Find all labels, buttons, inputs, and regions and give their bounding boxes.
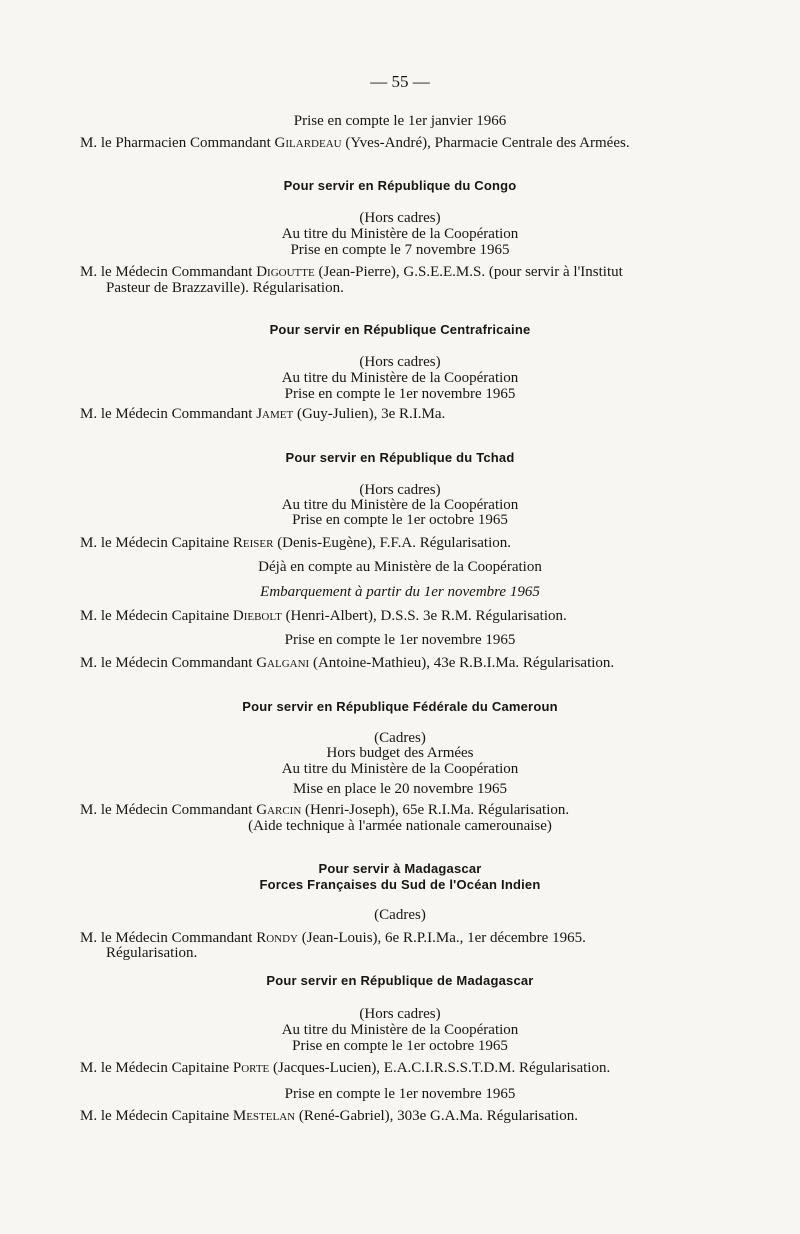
entry-details: (Jean-Louis), 6e R.P.I.Ma., 1er décembre 1965. [298, 930, 586, 946]
section-heading-cameroun: Pour servir en République Fédérale du Cameroun [242, 699, 558, 714]
entry-details: (Yves-André), Pharmacie Centrale des Armées. [341, 135, 630, 151]
entry-surname: Galgani [256, 655, 310, 671]
entry-details: (Jacques-Lucien), E.A.C.I.R.S.S.T.D.M. Régularisation. [269, 1060, 611, 1076]
section-subheading-ffsoi: Forces Françaises du Sud de l'Océan Indien [259, 877, 541, 892]
centrafrique-status: (Hors cadres) [359, 354, 441, 370]
entry-garcin-note: (Aide technique à l'armée nationale camerounaise) [248, 818, 552, 834]
tchad-date: Prise en compte le 1er octobre 1965 [292, 512, 508, 528]
centrafrique-ministry: Au titre du Ministère de la Coopération [281, 370, 519, 386]
entry-digoutte-continued: Pasteur de Brazzaville). Régularisation. [106, 280, 344, 296]
entry-details: (René-Gabriel), 303e G.A.Ma. Régularisation. [295, 1108, 578, 1124]
entry-prefix: M. le Médecin Commandant [80, 802, 257, 818]
cameroun-date: Mise en place le 20 novembre 1965 [292, 781, 508, 797]
entry-details: (Jean-Pierre), G.S.E.E.M.S. (pour servir à l'Institut [314, 264, 623, 280]
entry-reiser [80, 535, 511, 551]
entry-prefix: M. le Médecin Capitaine [80, 535, 233, 551]
centrafrique-date: Prise en compte le 1er novembre 1965 [284, 386, 516, 402]
entry-garcin [80, 802, 569, 818]
entry-porte [80, 1060, 610, 1076]
entry-digoutte [80, 264, 623, 280]
entry-details: (Denis-Eugène), F.F.A. Régularisation. [273, 535, 511, 551]
madagascar-date: Prise en compte le 1er octobre 1965 [292, 1038, 508, 1054]
page-number: — 55 — [370, 72, 430, 91]
entry-details: (Guy-Julien), 3e R.I.Ma. [293, 406, 446, 422]
entry-surname: Diebolt [232, 608, 282, 624]
section-heading-congo: Pour servir en République du Congo [283, 178, 517, 193]
tchad-status: (Hors cadres) [359, 482, 441, 498]
entry-surname: Reiser [232, 535, 274, 551]
entry-prefix: M. le Médecin Commandant [80, 406, 257, 422]
entry-surname: Jamet [256, 406, 294, 422]
entry-prefix: M. le Pharmacien Commandant [80, 135, 275, 151]
entry-prefix: M. le Médecin Commandant [80, 930, 257, 946]
entry-surname: Mestelan [232, 1108, 296, 1124]
entry-rondy [80, 930, 586, 946]
tchad-already-counted: Déjà en compte au Ministère de la Coopération [258, 559, 542, 575]
entry-diebolt [80, 608, 567, 624]
entry-surname: Porte [232, 1060, 270, 1076]
entry-prefix: M. le Médecin Capitaine [80, 608, 233, 624]
entry-rondy-continued: Régularisation. [106, 945, 198, 961]
cameroun-status: (Cadres) [374, 730, 426, 746]
entry-surname: Garcin [256, 802, 302, 818]
section-heading-madagascar: Pour servir à Madagascar [318, 861, 482, 876]
entry-galgani [80, 655, 614, 671]
tchad-date-2: Prise en compte le 1er novembre 1965 [284, 632, 516, 648]
entry-surname: Digoutte [256, 264, 315, 280]
ffsoi-status: (Cadres) [374, 907, 426, 923]
cameroun-budget: Hors budget des Armées [326, 745, 474, 761]
entry-gilardeau [80, 135, 630, 151]
congo-ministry: Au titre du Ministère de la Coopération [281, 226, 519, 242]
entry-details: (Antoine-Mathieu), 43e R.B.I.Ma. Régularisation. [309, 655, 615, 671]
entry-prefix: M. le Médecin Commandant [80, 655, 257, 671]
tchad-embarkation: Embarquement à partir du 1er novembre 1965 [260, 584, 540, 600]
entry-prefix: M. le Médecin Capitaine [80, 1060, 233, 1076]
top-intake-date: Prise en compte le 1er janvier 1966 [293, 113, 507, 129]
tchad-ministry: Au titre du Ministère de la Coopération [281, 497, 519, 513]
entry-details: (Henri-Albert), D.S.S. 3e R.M. Régularisation. [281, 608, 567, 624]
entry-jamet [80, 406, 445, 422]
entry-prefix: M. le Médecin Commandant [80, 264, 257, 280]
entry-details: (Henri-Joseph), 65e R.I.Ma. Régularisation. [301, 802, 570, 818]
madagascar-ministry: Au titre du Ministère de la Coopération [281, 1022, 519, 1038]
entry-surname: Gilardeau [274, 135, 342, 151]
cameroun-ministry: Au titre du Ministère de la Coopération [281, 761, 519, 777]
section-heading-tchad: Pour servir en République du Tchad [285, 450, 515, 465]
section-heading-madagascar-republic: Pour servir en République de Madagascar [266, 973, 534, 988]
madagascar-status: (Hors cadres) [359, 1006, 441, 1022]
entry-prefix: M. le Médecin Capitaine [80, 1108, 233, 1124]
section-heading-centrafrique: Pour servir en République Centrafricaine [269, 322, 531, 337]
entry-surname: Rondy [256, 930, 298, 946]
congo-status: (Hors cadres) [359, 210, 441, 226]
entry-mestelan [80, 1108, 578, 1124]
madagascar-date-2: Prise en compte le 1er novembre 1965 [284, 1086, 516, 1102]
congo-date: Prise en compte le 7 novembre 1965 [290, 242, 510, 258]
